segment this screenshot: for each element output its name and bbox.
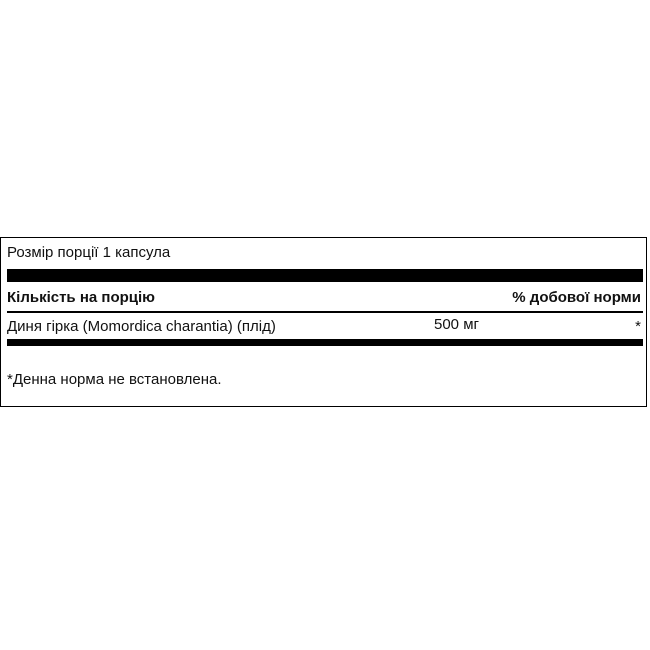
- amount-per-serving-header: Кількість на порцію: [7, 289, 155, 306]
- supplement-facts-panel: [0, 237, 647, 407]
- ingredient-daily-value: *: [635, 318, 641, 335]
- thick-divider-top: [7, 269, 643, 282]
- thick-divider-bottom: [7, 339, 643, 346]
- daily-value-header: % добової норми: [512, 289, 641, 306]
- footnote-text: *Денна норма не встановлена.: [7, 371, 222, 388]
- ingredient-name: Диня гірка (Momordica charantia) (плід): [7, 318, 276, 335]
- ingredient-amount: 500 мг: [434, 316, 479, 333]
- thin-divider: [7, 311, 643, 313]
- serving-size-label: Розмір порції 1 капсула: [7, 244, 171, 261]
